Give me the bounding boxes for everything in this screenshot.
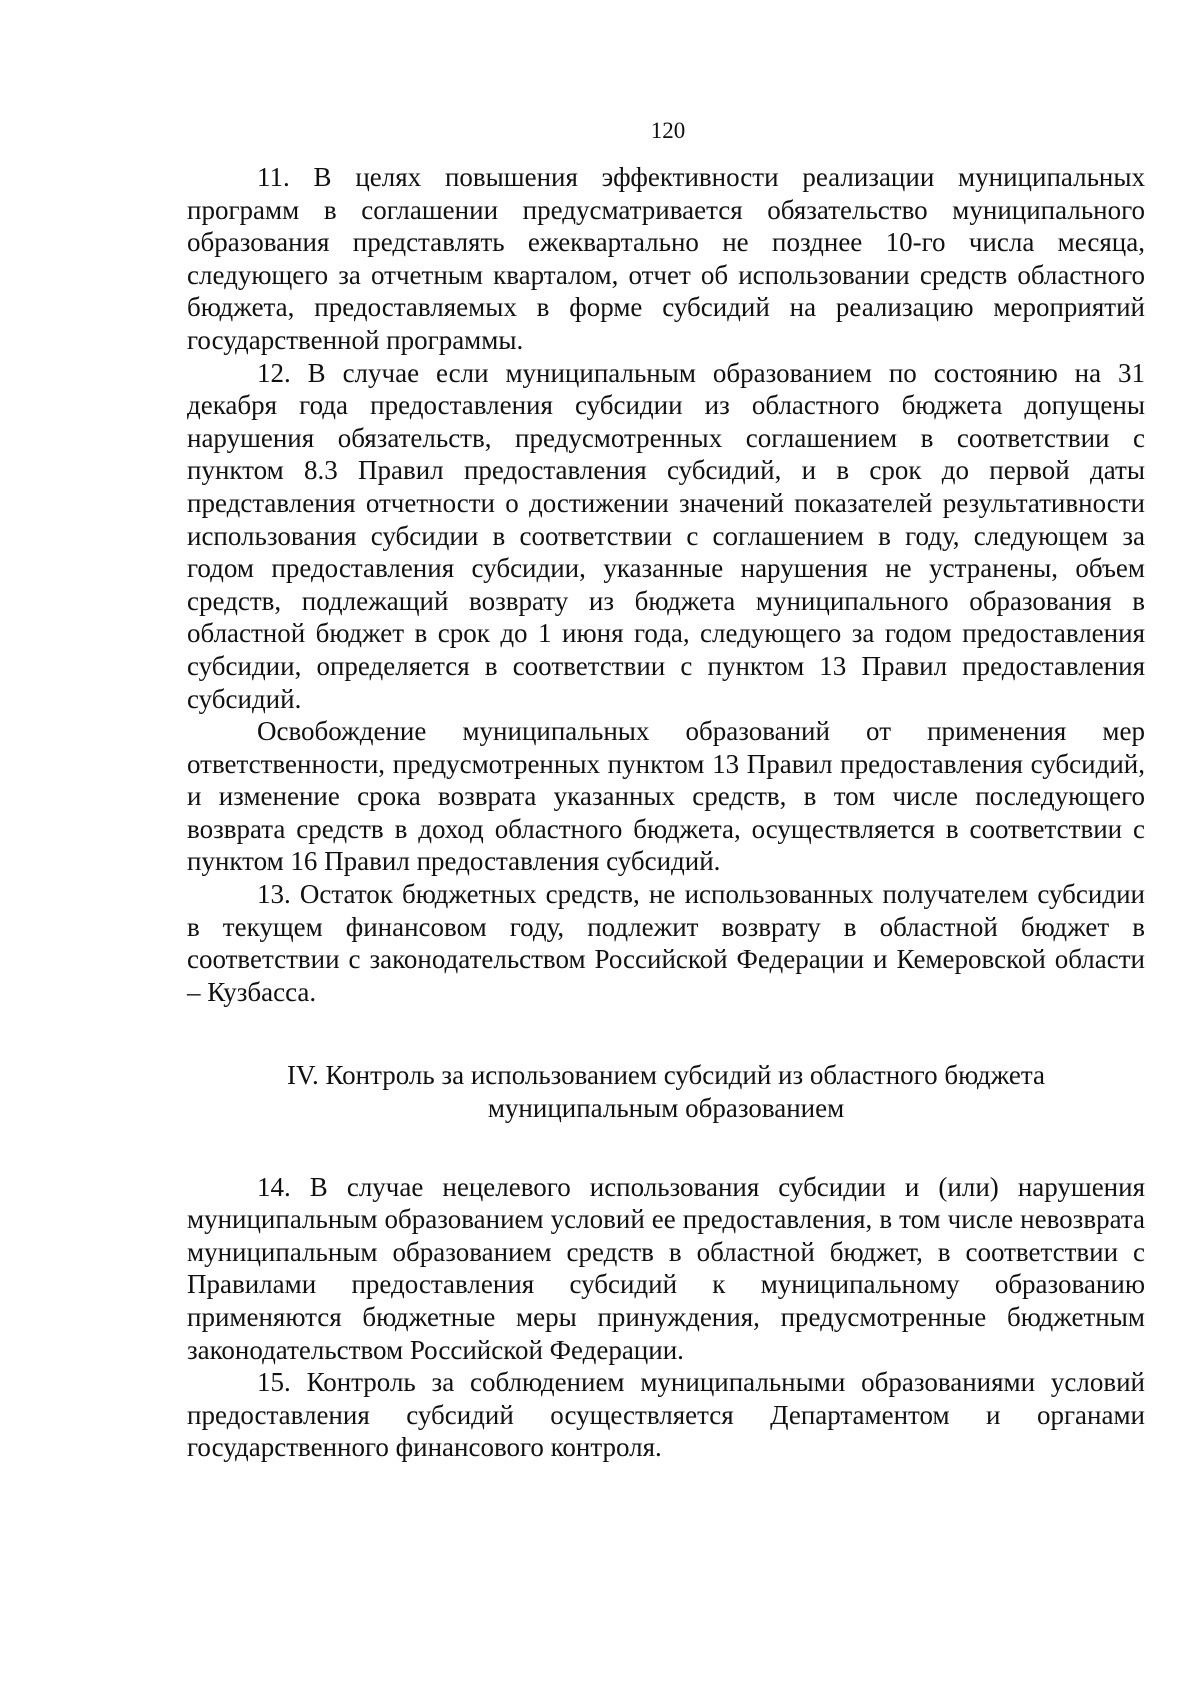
paragraph-12-exemption: Освобождение муниципальных образований от применения мер ответственности, предусмотренных пунктом 13 Правил предоставления субсидий, и изменение срока возврата указанных средств, в том числе последующего возврата средств в доход областного бюджета, осуществляется в соответствии с пунктом 16 Правил предоставления субсидий. xyxy=(187,716,1145,877)
paragraph-14: 14. В случае нецелевого использования субсидии и (или) нарушения муниципальным образованием условий ее предоставления, в том числе невозврата муниципальным образованием средств в областной бюджет, в соответствии с Правилами предоставления субсидий к муниципальному образованию применяются бюджетные меры принуждения, предусмотренные бюджетным законодательством Российской Федерации. xyxy=(187,1171,1145,1365)
paragraph-13: 13. Остаток бюджетных средств, не использованных получателем субсидии в текущем финансовом году, подлежит возврату в областной бюджет в соответствии с законодательством Российской Федерации и Кемеровской области – Кузбасса. xyxy=(187,879,1145,1007)
section-heading-line-2: муниципальным образованием xyxy=(487,1093,845,1124)
section-heading-iv xyxy=(187,1059,1145,1124)
paragraph-15: 15. Контроль за соблюдением муниципальными образованиями условий предоставления субсидий осуществляется Департаментом и органами государственного финансового контроля. xyxy=(187,1367,1145,1463)
section-heading-line-1: IV. Контроль за использованием субсидий из областного бюджета xyxy=(286,1060,1046,1091)
paragraph-11: 11. В целях повышения эффективности реализации муниципальных программ в соглашении предусматривается обязательство муниципального образования представлять ежеквартально не позднее 10-го числа месяца, следующего за отчетным кварталом, отчет об использовании средств областного бюджета, предоставляемых в форме субсидий на реализацию мероприятий государственной программы. xyxy=(187,162,1145,355)
page-number: 120 xyxy=(650,118,686,143)
paragraph-12: 12. В случае если муниципальным образованием по состоянию на 31 декабря года предоставления субсидии из областного бюджета допущены нарушения обязательств, предусмотренных соглашением в соответствии с пунктом 8.3 Правил предоставления субсидий, и в срок до первой даты представления отчетности о достижении значений показателей результативности использования субсидии в соответствии с соглашением в году, следующем за годом предоставления субсидии, указанные нарушения не устранены, объем средств, подлежащий возврату из бюджета муниципального образования в областной бюджет в срок до 1 июня года, следующего за годом предоставления субсидии, определяется в соответствии с пунктом 13 Правил предоставления субсидий. xyxy=(187,357,1145,714)
document-body xyxy=(187,161,1145,1464)
